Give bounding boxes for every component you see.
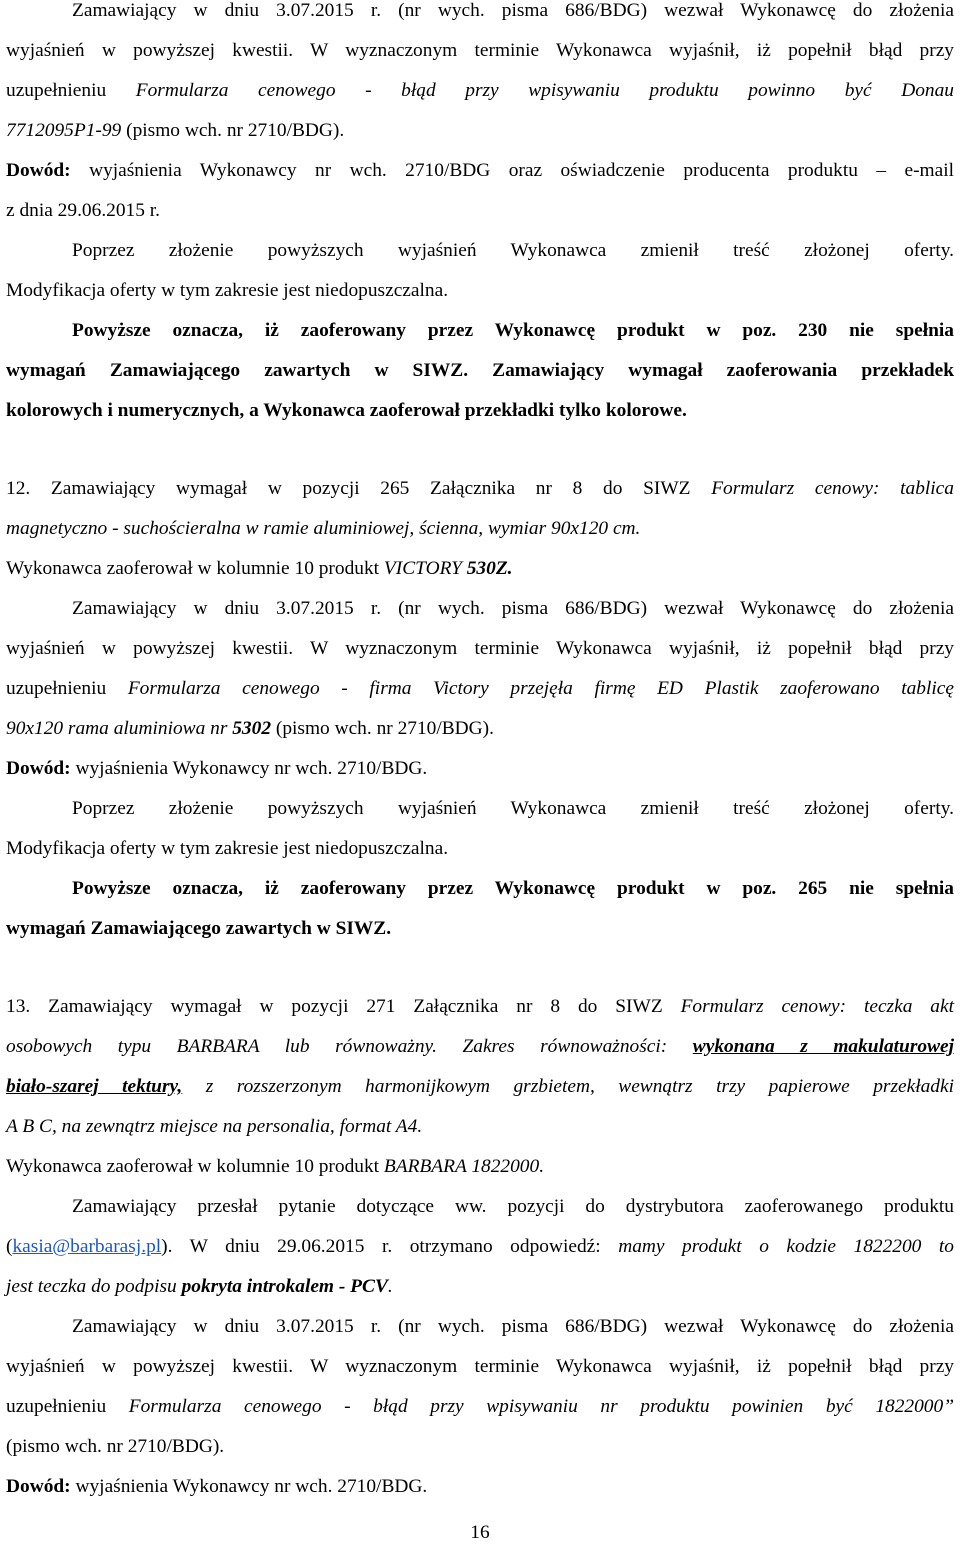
text-run: BARBARA 1822000. xyxy=(383,1156,545,1177)
text-run: Powyższe oznacza, iż zaoferowany przez Wykonawcę produkt w poz. 230 nie spełnia xyxy=(72,320,954,341)
text-run: wyjaśnienia Wykonawcy nr wch. 2710/BDG oraz oświadczenie producenta produktu – e-mail xyxy=(70,160,954,181)
text-line xyxy=(6,1356,954,1380)
text-run: 7712095P1-99 xyxy=(6,120,122,141)
text-line xyxy=(6,678,954,702)
text-run: Dowód: xyxy=(6,1476,71,1497)
text-run: ). W dniu 29.06.2015 r. otrzymano odpowiedź: xyxy=(161,1236,619,1257)
text-run: jest teczka do podpisu xyxy=(6,1276,182,1297)
text-run: Wykonawca zaoferował w kolumnie 10 produkt xyxy=(6,1156,384,1177)
email-link[interactable]: kasia@barbarasj.pl xyxy=(12,1236,162,1257)
text-line xyxy=(6,40,954,64)
text-run: Modyfikacja oferty w tym zakresie jest niedopuszczalna. xyxy=(6,280,449,301)
text-run: osobowych typu BARBARA lub równoważny. Zakres równoważności: xyxy=(6,1036,693,1057)
text-run: wyjaśnień w powyższej kwestii. W wyznaczonym terminie Wykonawca wyjaśnił, iż popełnił błąd przy xyxy=(6,1356,954,1377)
text-line xyxy=(6,1116,954,1140)
text-run: 12. Zamawiający wymagał w pozycji 265 Załącznika nr 8 do SIWZ xyxy=(6,478,712,499)
page-number: 16 xyxy=(470,1522,490,1543)
text-line xyxy=(6,638,954,662)
text-run: Dowód: xyxy=(6,160,71,181)
text-run: Zamawiający w dniu 3.07.2015 r. (nr wych. pisma 686/BDG) wezwał Wykonawcę do złożenia xyxy=(72,1316,954,1337)
text-line xyxy=(6,518,954,542)
text-line xyxy=(6,996,954,1020)
text-line xyxy=(72,878,954,902)
text-run: z rozszerzonym harmonijkowym grzbietem, wewnątrz trzy papierowe przekładki xyxy=(182,1076,954,1097)
text-line xyxy=(6,718,954,742)
text-run: 13. Zamawiający wymagał w pozycji 271 Załącznika nr 8 do SIWZ xyxy=(6,996,681,1017)
text-run: wymagań Zamawiającego zawartych w SIWZ. Zamawiający wymagał zaoferowania przekładek xyxy=(6,360,954,381)
text-line xyxy=(6,1156,954,1180)
text-run: Formularz cenowy: teczka akt xyxy=(680,996,954,1017)
text-run: ( xyxy=(6,1236,13,1257)
text-run: z dnia 29.06.2015 r. xyxy=(6,200,161,221)
text-run: biało-szarej tektury, xyxy=(6,1076,183,1097)
text-run: 530Z. xyxy=(466,558,513,579)
text-line xyxy=(6,360,954,384)
text-run: wykonana z makulaturowej xyxy=(692,1036,955,1057)
text-run: . xyxy=(387,1276,393,1297)
text-line xyxy=(72,0,954,24)
text-line xyxy=(72,598,954,622)
text-run: wymagań Zamawiającego zawartych w SIWZ. xyxy=(6,918,392,939)
text-line xyxy=(6,1476,954,1500)
text-run: pokryta introkalem - PCV xyxy=(181,1276,388,1297)
text-run: 90x120 rama aluminiowa nr xyxy=(6,718,233,739)
text-line xyxy=(6,280,954,304)
text-run: wyjaśnienia Wykonawcy nr wch. 2710/BDG. xyxy=(70,1476,428,1497)
text-run: (pismo wch. nr 2710/BDG). xyxy=(271,718,494,739)
text-run: mamy produkt o kodzie 1822200 to xyxy=(618,1236,954,1257)
text-line xyxy=(6,200,954,224)
text-run: Poprzez złożenie powyższych wyjaśnień Wykonawca zmienił treść złożonej oferty. xyxy=(72,240,954,261)
text-line xyxy=(6,160,954,184)
text-run: magnetyczno - suchościeralna w ramie aluminiowej, ścienna, wymiar 90x120 cm. xyxy=(6,518,641,539)
text-run: Zamawiający w dniu 3.07.2015 r. (nr wych. pisma 686/BDG) wezwał Wykonawcę do złożenia xyxy=(72,0,954,21)
text-line xyxy=(72,320,954,344)
text-run: Dowód: xyxy=(6,758,71,779)
text-run: uzupełnieniu xyxy=(6,1396,129,1417)
text-line xyxy=(6,758,954,782)
text-run: (pismo wch. nr 2710/BDG). xyxy=(121,120,345,141)
text-run: Poprzez złożenie powyższych wyjaśnień Wykonawca zmienił treść złożonej oferty. xyxy=(72,798,954,819)
text-line xyxy=(6,478,954,502)
text-run: A B C, na zewnątrz miejsce na personalia, format A4. xyxy=(6,1116,423,1137)
text-line xyxy=(72,1196,954,1220)
text-run: Wykonawca zaoferował w kolumnie 10 produkt xyxy=(6,558,384,579)
text-line xyxy=(6,1076,954,1100)
text-run: wyjaśnień w powyższej kwestii. W wyznaczonym terminie Wykonawca wyjaśnił, iż popełnił błąd przy xyxy=(6,638,954,659)
text-line xyxy=(6,1236,954,1260)
text-line xyxy=(6,400,954,424)
text-run: Formularza cenowego - błąd przy wpisywaniu produktu powinno być Donau xyxy=(135,80,954,101)
text-run: uzupełnieniu xyxy=(6,678,128,699)
text-line xyxy=(6,80,954,104)
text-line xyxy=(6,558,954,582)
text-run: (pismo wch. nr 2710/BDG). xyxy=(6,1436,225,1457)
text-line xyxy=(6,918,954,942)
text-run: kolorowych i numerycznych, a Wykonawca zaoferował przekładki tylko kolorowe. xyxy=(6,400,687,421)
text-run: VICTORY xyxy=(383,558,467,579)
text-run: Powyższe oznacza, iż zaoferowany przez Wykonawcę produkt w poz. 265 nie spełnia xyxy=(72,878,954,899)
text-run: wyjaśnienia Wykonawcy nr wch. 2710/BDG. xyxy=(70,758,428,779)
text-run: Formularz cenowy: tablica xyxy=(711,478,954,499)
text-line xyxy=(6,1036,954,1060)
text-run: Formularza cenowego - błąd przy wpisywaniu nr produktu powinien być 1822000” xyxy=(128,1396,954,1417)
text-run: Modyfikacja oferty w tym zakresie jest niedopuszczalna. xyxy=(6,838,449,859)
text-line xyxy=(6,1396,954,1420)
text-line xyxy=(6,1276,954,1300)
text-run: uzupełnieniu xyxy=(6,80,136,101)
text-line xyxy=(72,798,954,822)
text-line xyxy=(6,1436,954,1460)
text-line xyxy=(6,120,954,144)
text-line xyxy=(72,1316,954,1340)
text-run: Zamawiający w dniu 3.07.2015 r. (nr wych. pisma 686/BDG) wezwał Wykonawcę do złożenia xyxy=(72,598,954,619)
text-run: Formularza cenowego - firma Victory przejęła firmę ED Plastik zaoferowano tablicę xyxy=(127,678,954,699)
text-line xyxy=(72,240,954,264)
text-run: 5302 xyxy=(232,718,272,739)
text-run: wyjaśnień w powyższej kwestii. W wyznaczonym terminie Wykonawca wyjaśnił, iż popełnił błąd przy xyxy=(6,40,954,61)
text-line xyxy=(6,838,954,862)
text-run: Zamawiający przesłał pytanie dotyczące ww. pozycji do dystrybutora zaoferowanego produktu xyxy=(72,1196,954,1217)
